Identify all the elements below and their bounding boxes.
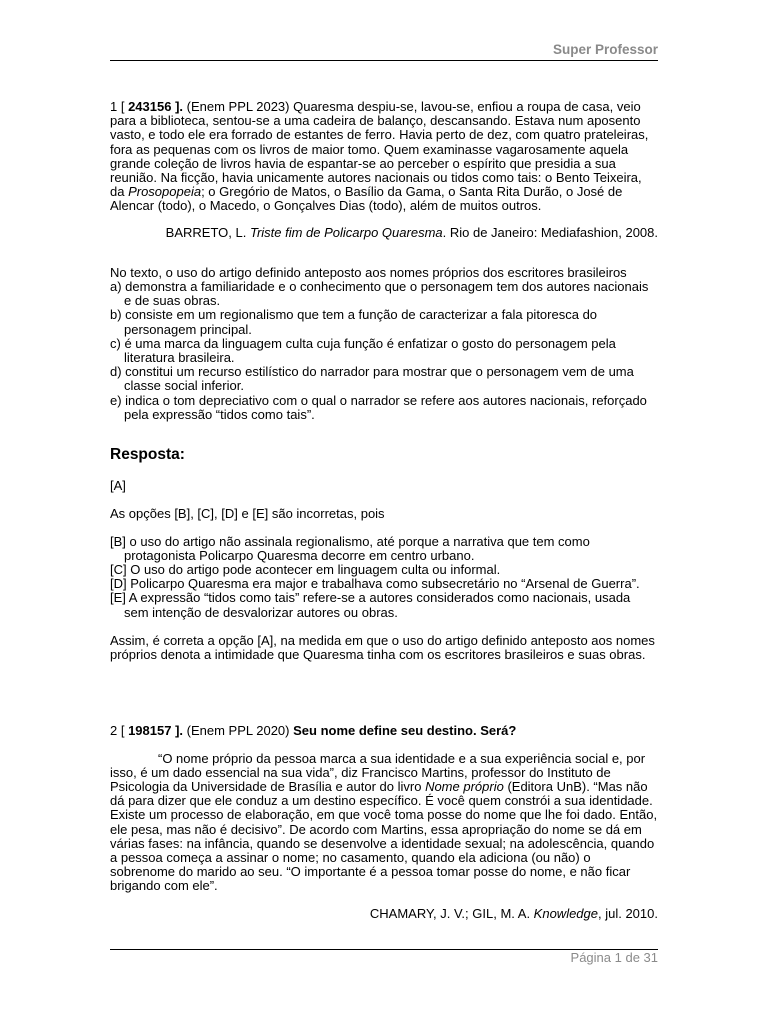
q1-conclusion: Assim, é correta a opção [A], na medida em que o uso do artigo definido anteposto aos nomes próprios denota a intimidade que Quaresma tinha com os escritores brasileiros e suas obras. — [110, 632, 655, 663]
answer-heading: Resposta: — [110, 446, 185, 464]
q1-option-b: b) consiste em um regionalismo que tem a função de caracterizar a fala pitoresca do personagem principal. — [110, 307, 598, 337]
q1-option-e: e) indica o tom depreciativo com o qual o narrador se refere aos autores nacionais, reforçado pela expressão “tidos como tais”. — [110, 392, 647, 422]
q1-option-a: a) demonstra a familiaridade e o conhecimento que o personagem tem dos autores nacionais e de suas obras. — [110, 279, 649, 309]
page-number: Página 1 de 31 — [570, 950, 658, 965]
q1-explain-intro: As opções [B], [C], [D] e [E] são incorretas, pois — [110, 506, 385, 522]
q1-statement: 1 [ 243156 ]. (Enem PPL 2023) Quaresma despiu-se, lavou-se, enfiou a roupa de casa, veio para a biblioteca, sentou-se a uma cadeira de balanço, descansando. Estava num aposento vasto, e todo ele era forrado de estantes de ferro. Havia perto de dez, com quatro prateleiras, fora as pequenas com os livros de maior tomo. Quem examinasse vagarosamente aquela grande coleção de livros havia de espantar-se ao perceber o espírito que presidia a sua reunião. Na ficção, havia unicamente autores nacionais ou tidos como tais: o Bento Teixeira, da Prosopopeia; o Gregório de Matos, o Basílio da Gama, o Santa Rita Durão, o José de Alencar (todo), o Macedo, o Gonçalves Dias (todo), além de muitos outros. — [110, 99, 649, 214]
page-content — [110, 100, 658, 921]
q2-citation: CHAMARY, J. V.; GIL, M. A. Knowledge, jul. 2010. — [369, 905, 658, 921]
q1-options — [110, 280, 658, 422]
q2-header: 2 [ 198157 ]. (Enem PPL 2020) Seu nome define seu destino. Será? — [110, 723, 517, 739]
q1-citation: BARRETO, L. Triste fim de Policarpo Quaresma. Rio de Janeiro: Mediafashion, 2008. — [165, 224, 658, 240]
q2-text: “O nome próprio da pessoa marca a sua identidade e a sua experiência social e, por isso, é um dado essencial na sua vida”, diz Francisco Martins, professor do Instituto de Psicologia da Universidade de Brasília e autor do livro Nome próprio (Editora UnB). “Mas não dá para dizer que ele conduz a um destino específico. É você quem constrói a sua identidade. Existe um processo de elaboração, em que você toma posse do nome que lhe foi dado. Então, ele pesa, mas não é decisivo”. De acordo com Martins, essa apropriação do nome se dá em várias fases: na infância, quando se desenvolve a identidade sexual; na adolescência, quando a pessoa começa a assinar o nome; no casamento, quando ela adiciona (ou não) o sobrenome do marido ao seu. “O importante é a pessoa tomar posse do nome, e não ficar brigando com ele”. — [110, 750, 658, 894]
q1-answer: [A] — [110, 478, 126, 494]
q1-option-d: d) constitui um recurso estilístico do narrador para mostrar que o personagem vem de uma classe social inferior. — [110, 364, 634, 394]
q2-title: Seu nome define seu destino. Será? — [293, 723, 517, 739]
explanation-c: [C] O uso do artigo pode acontecer em linguagem culta ou informal. — [110, 562, 501, 578]
q1-option-c: c) é uma marca da linguagem culta cuja função é enfatizar o gosto do personagem pela literatura brasileira. — [110, 335, 616, 366]
q1-prompt: No texto, o uso do artigo definido anteposto aos nomes próprios dos escritores brasileiros — [110, 264, 627, 280]
explanation-d: [D] Policarpo Quaresma era major e trabalhava como subsecretário no “Arsenal de Guerra”. — [110, 576, 640, 592]
header-rule — [110, 60, 658, 61]
q1-explanations — [110, 535, 658, 620]
q1-id: 243156 — [128, 99, 172, 114]
header-brand: Super Professor — [552, 42, 658, 57]
explanation-b: [B] o uso do artigo não assinala regionalismo, até porque a narrativa que tem como protagonista Policarpo Quaresma decorre em centro urbano. — [110, 533, 590, 563]
explanation-e: [E] A expressão “tidos como tais” refere-se a autores considerados como nacionais, usada sem intenção de desvalorizar autores ou obras. — [110, 590, 631, 620]
q2-id: 198157 — [128, 723, 172, 739]
